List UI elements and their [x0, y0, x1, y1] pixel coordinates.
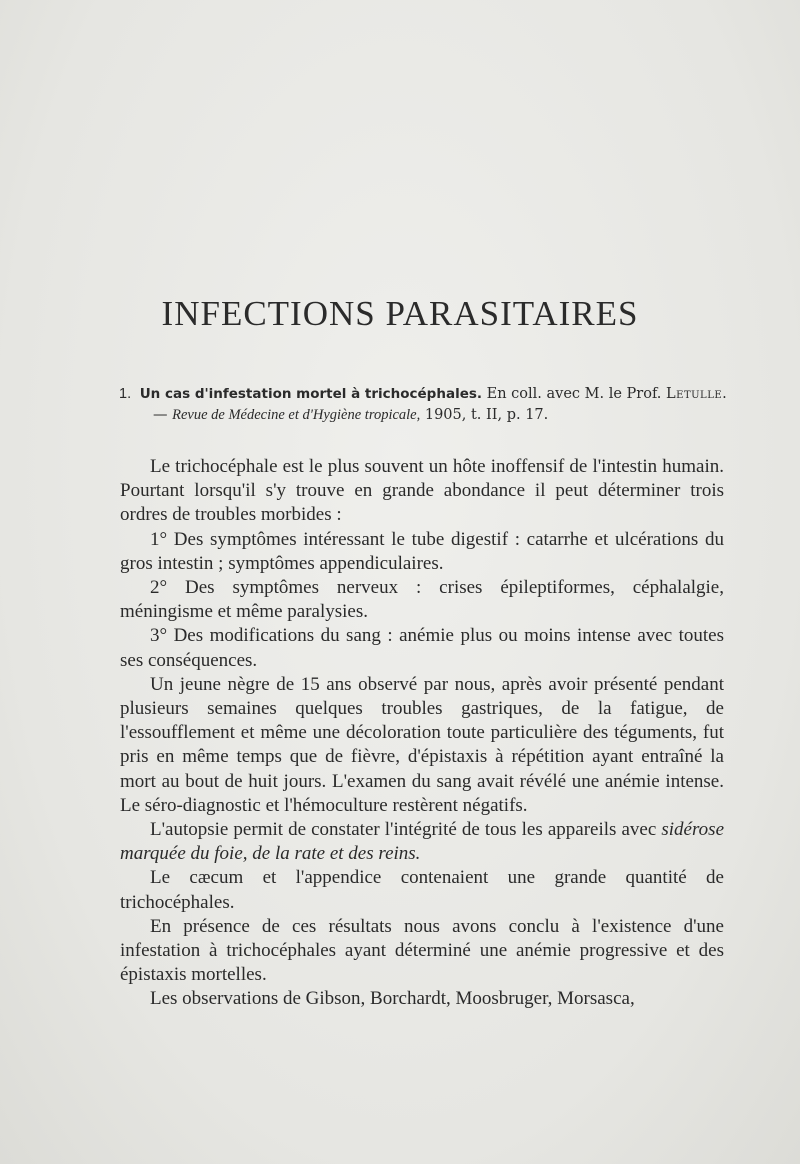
reference-title: Un cas d'infestation mortel à trichocéphales. [139, 386, 483, 402]
paragraph-autopsy-italic: sidérose marquée du foie, de la rate et des reins. [120, 819, 724, 865]
reference-collaboration: En coll. avec M. le Prof. [486, 386, 662, 402]
body-text [120, 455, 724, 1012]
reference-number: 1. [119, 386, 132, 402]
reference-collaborator-name: Letulle. [666, 386, 728, 402]
paragraph-caecum: Le cæcum et l'appendice contenaient une grande quantité de trichocéphales. [120, 867, 724, 913]
reference-journal: Revue de Médecine et d'Hygiène tropicale, [172, 407, 421, 423]
paragraph-autopsy-text: L'autopsie permit de constater l'intégrité de tous les appareils avec [150, 819, 662, 841]
paragraph-blood-modifications: 3° Des modifications du sang : anémie plus ou moins intense avec toutes ses conséquences. [120, 625, 724, 671]
paragraph-intro: Le trichocéphale est le plus souvent un hôte inoffensif de l'intestin humain. Pourtant lorsqu'il s'y trouve en grande abondance il peut déterminer trois ordres de troubles morbides : [120, 456, 724, 526]
section-title: INFECTIONS PARASITAIRES [161, 294, 639, 333]
reference-dash: — [153, 407, 168, 423]
publication-reference [119, 384, 739, 426]
paragraph-observations: Les observations de Gibson, Borchardt, Moosbruger, Morsasca, [150, 988, 635, 1010]
paragraph-nervous-symptoms: 2° Des symptômes nerveux : crises épileptiformes, céphalalgie, méningisme et même paralysies. [120, 577, 724, 623]
paragraph-digestive-symptoms: 1° Des symptômes intéressant le tube digestif : catarrhe et ulcérations du gros intestin ; symptômes appendiculaires. [120, 528, 724, 574]
paragraph-conclusion: En présence de ces résultats nous avons conclu à l'existence d'une infestation à trichocéphales ayant déterminé une anémie progressive et des épistaxis mortelles. [120, 915, 724, 986]
reference-details: 1905, t. II, p. 17. [424, 407, 549, 423]
paragraph-autopsy [120, 818, 724, 866]
paragraph-case-description: Un jeune nègre de 15 ans observé par nous, après avoir présenté pendant plusieurs semaines quelques troubles gastriques, de la fatigue, de l'essoufflement et même une décoloration toute particulière des téguments, fut pris en même temps que de fièvre, d'épistaxis à répétition ayant entraîné la mort au bout de huit jours. L'examen du sang avait révélé une anémie intense. Le séro-diagnostic et l'hémoculture restèrent négatifs. [120, 673, 724, 816]
reference-source-line [119, 405, 739, 426]
